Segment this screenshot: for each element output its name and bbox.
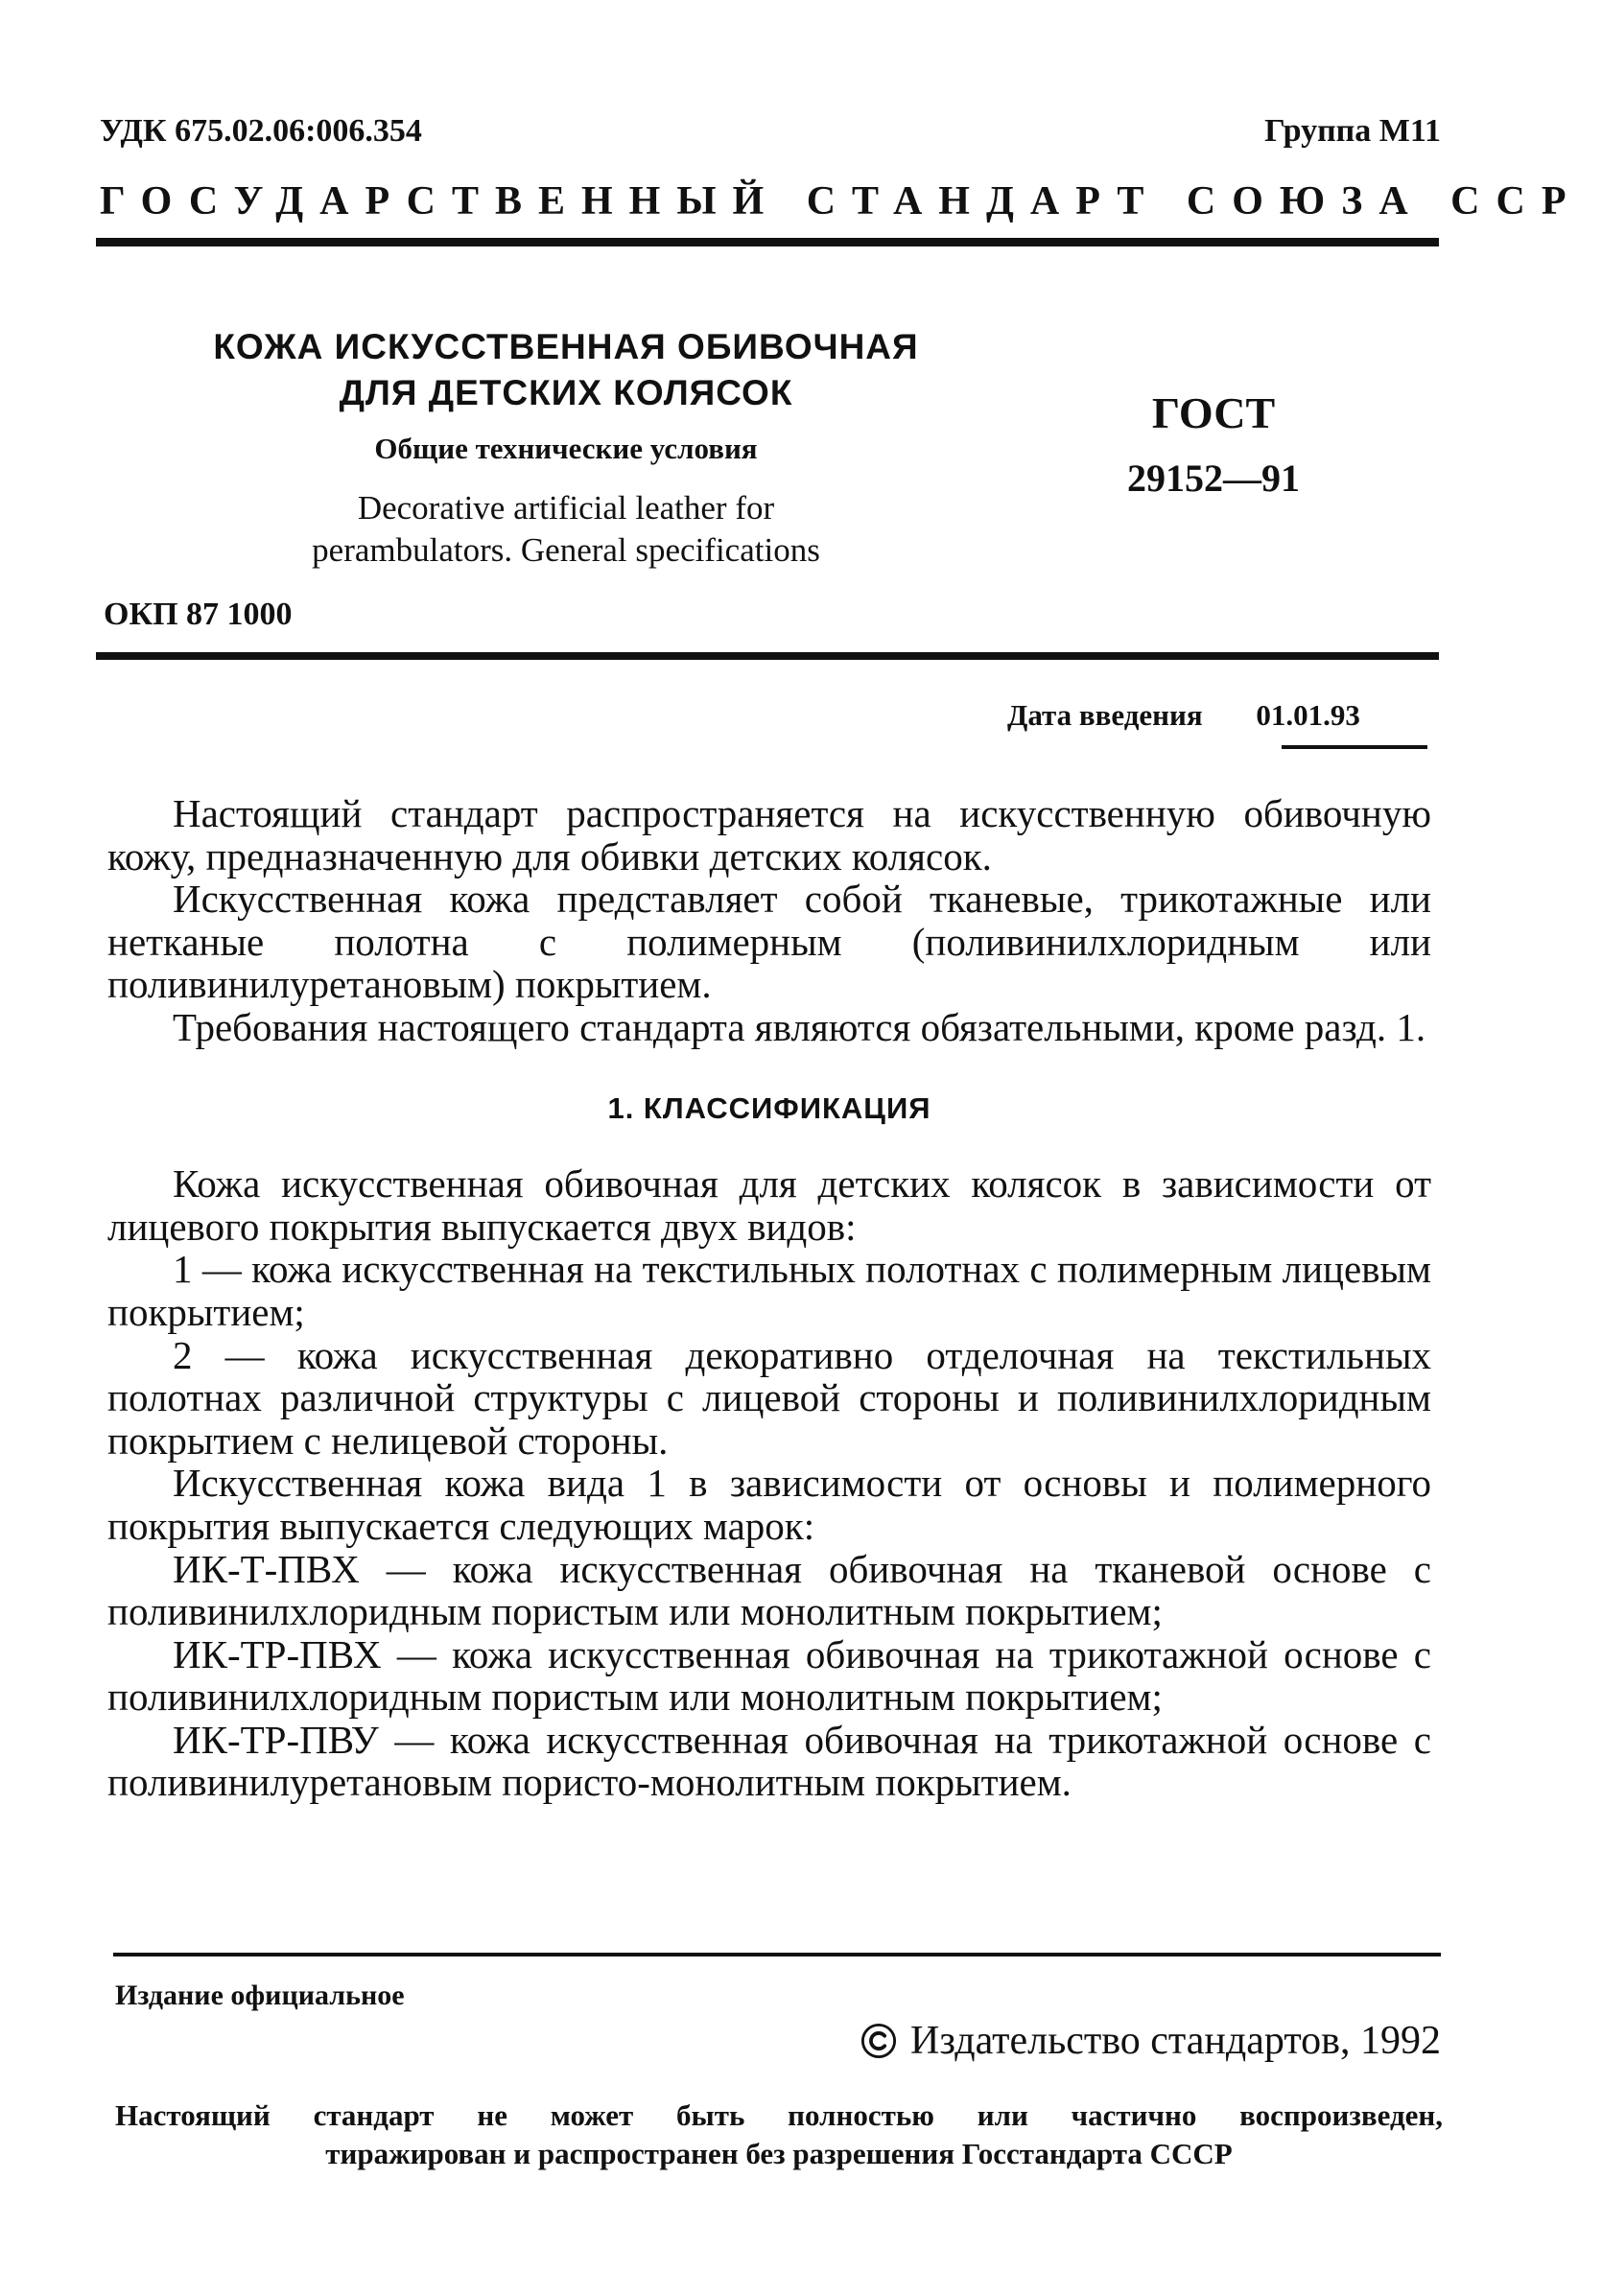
- publisher-line: [860, 2018, 1441, 2064]
- paragraph: Настоящий стандарт распространяется на искусственную обивочную кожу, предназначенную для обивки детских колясок.: [107, 791, 1431, 879]
- header-divider: [96, 238, 1439, 246]
- paragraph: 2 — кожа искусственная декоративно отделочная на текстильных полотнах различной структуры с лицевой стороны и поливинилхлоридным покрытием с нелицевой стороны.: [107, 1332, 1431, 1463]
- body-text: [107, 792, 1431, 1804]
- notice-line1: Настоящий стандарт не может быть полностью или частично воспроизведен,: [115, 2098, 1443, 2132]
- title-en-line2: perambulators. General specifications: [312, 531, 820, 569]
- copyright-notice: [115, 2097, 1443, 2173]
- udk-label: УДК: [100, 113, 167, 149]
- title-ru-line1: КОЖА ИСКУССТВЕННАЯ ОБИВОЧНАЯ: [213, 327, 919, 366]
- copyright-icon: [860, 2023, 897, 2059]
- paragraph: Искусственная кожа представляет собой тканевые, трикотажные или нетканые полотна с полимерным (поливинилхлоридным или поливинилуретановым) покрытием.: [107, 877, 1431, 1007]
- date-underline: [1282, 745, 1427, 749]
- title-block: [192, 324, 940, 572]
- title-en-line1: Decorative artificial leather for: [357, 489, 775, 527]
- section-heading: 1. КЛАССИФИКАЦИЯ: [607, 1090, 931, 1125]
- gost-label: ГОСТ: [1151, 388, 1276, 437]
- date-intro-label: Дата введения: [1007, 698, 1203, 732]
- udk-classification: [100, 113, 422, 150]
- paragraph: ИК-Т-ПВХ — кожа искусственная обивочная на тканевой основе с поливинилхлоридным пористым или монолитным покрытием;: [107, 1546, 1431, 1634]
- gost-block: [1098, 387, 1329, 501]
- official-edition: Издание официальное: [115, 1980, 405, 2011]
- group-code: Группа М11: [1264, 113, 1441, 149]
- subtitle-ru: Общие технические условия: [374, 432, 758, 465]
- paragraph: 1 — кожа искусственная на текстильных полотнах с полимерным лицевым покрытием;: [107, 1247, 1431, 1334]
- date-intro-value: 01.01.93: [1256, 698, 1360, 732]
- gost-number: 29152—91: [1127, 457, 1300, 500]
- paragraph: Кожа искусственная обивочная для детских колясок в зависимости от лицевого покрытия выпускается двух видов:: [107, 1161, 1431, 1249]
- paragraph: Требования настоящего стандарта являются обязательными, кроме разд. 1.: [173, 1004, 1426, 1049]
- state-standard-heading: ГОСУДАРСТВЕННЫЙ СТАНДАРТ СОЮЗА ССР: [100, 179, 1583, 223]
- notice-line2: тиражирован и распространен без разрешения Госстандарта СССР: [325, 2137, 1233, 2170]
- title-ru-line2: ДЛЯ ДЕТСКИХ КОЛЯСОК: [339, 373, 793, 412]
- date-of-introduction: [1007, 698, 1360, 733]
- paragraph: ИК-ТР-ПВУ — кожа искусственная обивочная на трикотажной основе с поливинилуретановым пористо-монолитным покрытием.: [107, 1717, 1431, 1805]
- footer-divider: [113, 1953, 1441, 1956]
- okp-code: ОКП 87 1000: [104, 597, 293, 632]
- udk-code: 675.02.06:006.354: [175, 113, 422, 149]
- title-divider: [96, 652, 1439, 660]
- publisher-text: Издательство стандартов, 1992: [910, 2019, 1441, 2063]
- paragraph: Искусственная кожа вида 1 в зависимости от основы и полимерного покрытия выпускается следующих марок:: [107, 1461, 1431, 1548]
- paragraph: ИК-ТР-ПВХ — кожа искусственная обивочная на трикотажной основе с поливинилхлоридным пористым или монолитным покрытием;: [107, 1631, 1431, 1720]
